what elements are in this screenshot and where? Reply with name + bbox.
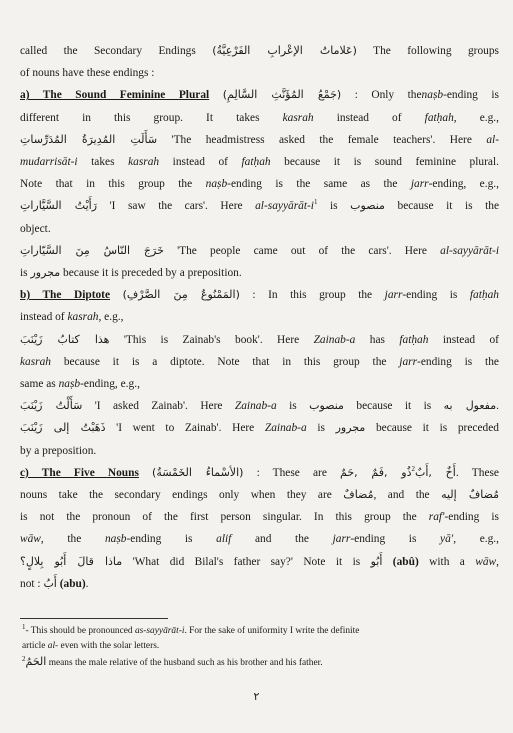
arabic-term: أَبُ xyxy=(43,576,57,590)
arabic-example: سَأَلْتُ زَيْنَبَ xyxy=(20,399,83,413)
arabic-example: ماذا قالَ أَبُو بِلالٍ؟ xyxy=(20,554,123,568)
example-line: سَأَلَتِ المُدِيرَةُ المُدَرِّساتِ 'The headmistress asked the female teachers'. Here al- xyxy=(20,132,499,146)
arabic-term: منصوب xyxy=(309,399,344,413)
arabic-example: ذَهَبْتُ إلى زَيْنَبَ xyxy=(20,421,106,435)
arabic-term: (المَمْنُوعُ مِنَ الصَّرْفِ) xyxy=(122,288,240,302)
arabic-example: رَأَيْتُ السَّيَّاراتِ xyxy=(20,199,98,213)
section-heading: c) The Five Nouns xyxy=(20,466,139,479)
page-number: ٢ xyxy=(253,690,260,703)
arabic-term: الحَمُ xyxy=(25,655,47,668)
section-heading-line: c) The Five Nouns (الأسْماءُ الخَمْسَةُ) : These are ذُو ,فَمٌ ,حَمٌ$^2$أَخٌ ,أَبٌ. These xyxy=(20,465,499,479)
section-heading: b) The Diptote xyxy=(20,289,111,302)
example-line: هذا كتابُ زَيْنَبَ 'This is Zainab's book'. Here Zainab-a has fatḥah instead of xyxy=(20,332,499,346)
footnote-ref: 1 xyxy=(313,198,318,207)
text-line: mudarrisāt-i takes kasrah instead of fatḥah because it is sound feminine plural. xyxy=(20,156,499,169)
arabic-example: سَأَلَتِ المُدِيرَةُ المُدَرِّساتِ xyxy=(20,132,158,146)
example-line: خَرَجَ النّاسُ مِنَ السَّيّاراتِ 'The people came out of the cars'. Here al-sayyārāt-i xyxy=(20,243,499,257)
text-line: kasrah because it is a diptote. Note that in this group the jarr-ending is the xyxy=(20,355,499,368)
footnote-1: $^1$- This should be pronounced as-sayyārāt-i. For the sake of uniformity I write the definite xyxy=(22,624,360,636)
section-heading-line: b) The Diptote (المَمْنُوعُ مِنَ الصَّرْفِ) : In this group the jarr-ending is fatḥah xyxy=(20,288,499,302)
arabic-term: مجرور xyxy=(335,421,366,435)
arabic-term: مُضافٌ إليه xyxy=(441,488,499,502)
arabic-term: مُضافٌ xyxy=(343,488,374,502)
example-line: ماذا قالَ أَبُو بِلالٍ؟ 'What did Bilal's father say?' Note it is أَبُو (abû) with a wāw, xyxy=(20,554,499,568)
section-heading: a) The Sound Feminine Plural xyxy=(20,89,210,102)
text-line: object. xyxy=(20,222,51,235)
example-line: ذَهَبْتُ إلى زَيْنَبَ 'I went to Zainab'. Here Zainab-a is مجرور because it is preceded xyxy=(20,421,499,435)
text-line: is not the pronoun of the first person singular. In this group the raf'-ending is xyxy=(20,511,499,524)
footnote-number: 1 xyxy=(22,624,26,631)
arabic-term: (جَمْعُ المُؤَنَّثِ السَّالِمِ) xyxy=(222,88,342,102)
arabic-term: أَبُو xyxy=(370,554,383,568)
arabic-term: (الأسْماءُ الخَمْسَةُ) xyxy=(152,465,244,479)
footnote-ref: 2 xyxy=(411,465,415,474)
example-line: سَأَلْتُ زَيْنَبَ 'I asked Zainab'. Here Zainab-a is منصوب because it is مفعول به. xyxy=(20,399,499,413)
text-line: same as naṣb-ending, e.g., xyxy=(20,378,140,391)
footnote-divider xyxy=(20,618,168,619)
text-line: wāw, the naṣb-ending is alif and the jarr-ending is yā', e.g., xyxy=(20,533,499,546)
text-line: Note that in this group the naṣb-ending is the same as the jarr-ending, e.g., xyxy=(20,178,499,191)
text-line: nouns take the secondary endings only when they are مُضافٌ, and the مُضافٌ إليه xyxy=(20,488,499,502)
text-line: not : أَبُ (abu). xyxy=(20,576,89,590)
footnotes xyxy=(22,624,497,671)
text-line: is مجرور because it is preceded by a preposition. xyxy=(20,266,242,280)
footnote-number: 2 xyxy=(22,654,26,663)
arabic-term: (عَلاماتُ الإعْرابِ الفَرْعِيَّةُ) xyxy=(212,44,357,57)
footnote-1-cont: article al- even with the solar letters. xyxy=(22,641,160,651)
arabic-term: مفعول به xyxy=(443,399,497,413)
arabic-example: هذا كتابُ زَيْنَبَ xyxy=(20,332,110,346)
arabic-term: مجرور xyxy=(30,266,61,280)
example-line: رَأَيْتُ السَّيَّاراتِ 'I saw the cars'. Here $al-sayyārāt-i^1$ is منصوب because it is the xyxy=(20,198,499,213)
section-heading-line: a) The Sound Feminine Plural (جَمْعُ المُؤَنَّثِ السَّالِمِ) : Only thenaṣb-ending is xyxy=(20,88,499,102)
text-line: different in this group. It takes kasrah instead of fatḥah, e.g., xyxy=(20,111,499,124)
text-line: instead of kasrah, e.g., xyxy=(20,311,124,324)
text-line: called the Secondary Endings (عَلاماتُ الإعْرابِ الفَرْعِيَّةُ) The following groups xyxy=(20,44,499,57)
footnote-2: $^2$الحَمُ means the male relative of the husband such as his brother and his father. xyxy=(22,654,323,668)
arabic-term: أَخٌ ,أَبٌ xyxy=(414,465,456,479)
arabic-term: ذُو ,فَمٌ ,حَمٌ xyxy=(340,465,412,479)
text-line: of nouns have these endings : xyxy=(20,67,155,80)
text-line: by a preposition. xyxy=(20,444,97,457)
arabic-term: منصوب xyxy=(350,199,385,213)
arabic-example: خَرَجَ النّاسُ مِنَ السَّيّاراتِ xyxy=(20,243,164,257)
